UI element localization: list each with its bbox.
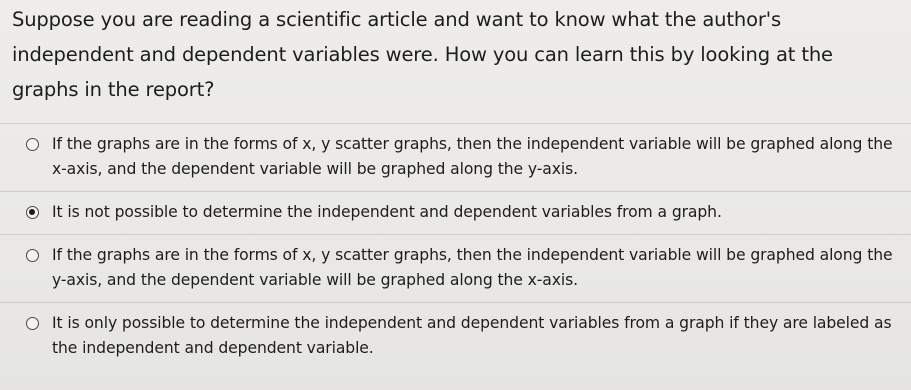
question-text: Suppose you are reading a scientific article and want to know what the author's independent and dependent variables were. How you can learn this by looking at the graphs in the report? bbox=[12, 8, 833, 101]
radio-button-4[interactable] bbox=[26, 317, 39, 330]
answer-option-3[interactable] bbox=[12, 235, 903, 302]
answer-option-2-text: It is not possible to determine the independent and dependent variables from a graph. bbox=[52, 203, 722, 221]
answer-option-4[interactable] bbox=[12, 303, 903, 370]
radio-button-2[interactable] bbox=[26, 206, 39, 219]
radio-button-3[interactable] bbox=[26, 249, 39, 262]
answer-option-1[interactable] bbox=[12, 124, 903, 191]
answer-option-2[interactable] bbox=[12, 192, 903, 234]
answer-options bbox=[12, 124, 903, 370]
answer-option-4-text: It is only possible to determine the independent and dependent variables from a graph if they are labeled as the independent and dependent variable. bbox=[52, 314, 892, 357]
answer-option-3-text: If the graphs are in the forms of x, y scatter graphs, then the independent variable will be graphed along the y-axis, and the dependent variable will be graphed along the x-axis. bbox=[52, 246, 893, 289]
answer-option-1-text: If the graphs are in the forms of x, y scatter graphs, then the independent variable will be graphed along the x-axis, and the dependent variable will be graphed along the y-axis. bbox=[52, 135, 893, 178]
radio-button-1[interactable] bbox=[26, 138, 39, 151]
